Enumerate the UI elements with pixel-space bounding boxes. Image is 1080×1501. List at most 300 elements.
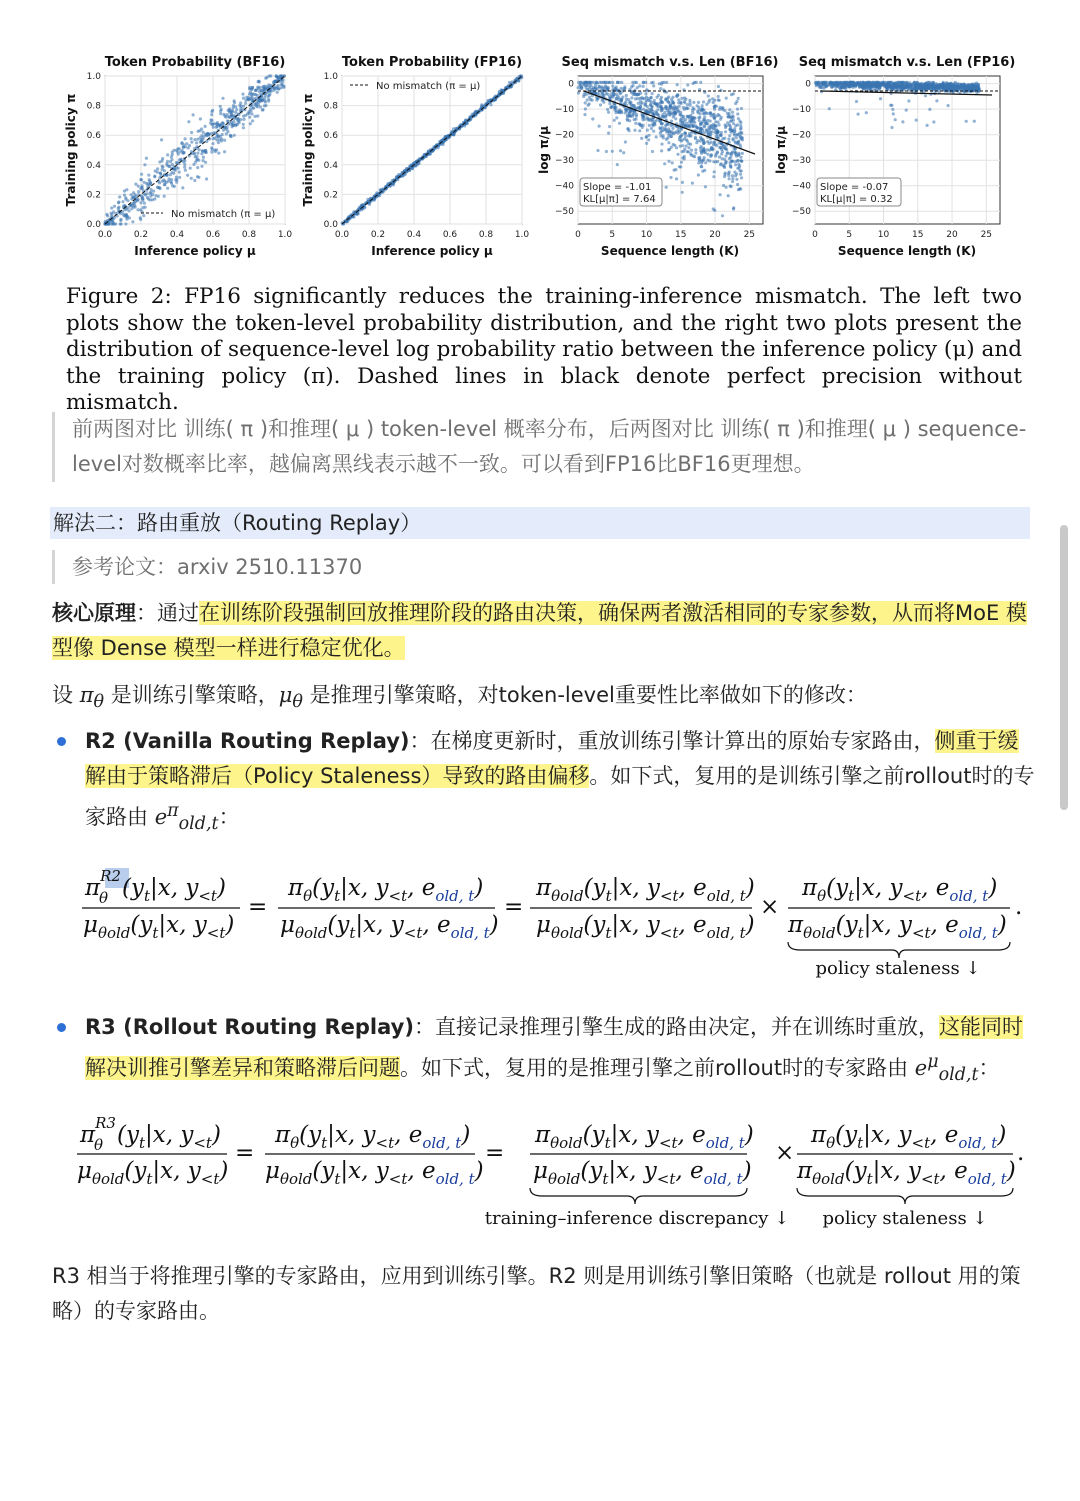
data-point bbox=[728, 177, 731, 180]
data-point bbox=[692, 82, 695, 85]
svg-text:πθ(yt|x, y<t, eold, t): $\pi_\theta(y_t|x$, $y_{<t}$, $e_{old, t}$) bbox=[275, 1122, 471, 1152]
data-point bbox=[676, 94, 679, 97]
data-point bbox=[584, 81, 587, 84]
data-point bbox=[136, 199, 139, 202]
data-point bbox=[691, 182, 694, 185]
data-point bbox=[219, 105, 222, 108]
data-point bbox=[681, 150, 684, 153]
svg-text:μθold(yt|x, y<t, eold, t): $\mu_{\theta old}(y_t|x$, $y_{<t}$, $e_{old, t}$) bbox=[533, 1158, 752, 1188]
data-point bbox=[178, 176, 181, 179]
data-point bbox=[701, 159, 704, 162]
legend-label: No mismatch (π = μ) bbox=[171, 209, 276, 220]
data-point bbox=[735, 178, 738, 181]
data-point bbox=[161, 168, 164, 171]
data-point bbox=[924, 85, 927, 88]
x-tick-label: 0.2 bbox=[133, 230, 149, 240]
data-point bbox=[651, 150, 654, 153]
data-point bbox=[729, 120, 732, 123]
data-point bbox=[721, 157, 724, 160]
r3-title: R3 (Rollout Routing Replay) bbox=[85, 1015, 414, 1039]
data-point bbox=[650, 108, 653, 111]
x-axis-label: Sequence length (K) bbox=[837, 244, 977, 258]
x-ticks bbox=[812, 230, 992, 240]
x-ticks bbox=[335, 230, 530, 240]
data-point bbox=[161, 165, 164, 168]
data-point bbox=[210, 151, 213, 154]
data-point bbox=[704, 185, 707, 188]
data-point bbox=[676, 83, 679, 86]
data-point bbox=[248, 116, 251, 119]
data-point bbox=[728, 134, 731, 137]
data-point bbox=[664, 127, 667, 130]
data-point bbox=[267, 98, 270, 101]
data-point bbox=[956, 86, 959, 89]
data-point bbox=[681, 144, 684, 147]
data-point bbox=[584, 101, 587, 104]
data-point bbox=[222, 129, 225, 132]
data-point bbox=[901, 120, 904, 123]
data-point bbox=[725, 161, 728, 164]
data-point bbox=[642, 85, 645, 88]
data-point bbox=[605, 150, 608, 153]
data-point bbox=[137, 190, 140, 193]
data-point bbox=[594, 83, 597, 86]
underbrace bbox=[797, 1188, 1013, 1204]
data-point bbox=[726, 151, 729, 154]
data-point bbox=[696, 110, 699, 113]
chart-panel-fp16-seq bbox=[774, 55, 1015, 258]
data-point bbox=[865, 111, 868, 114]
data-point bbox=[736, 183, 739, 186]
data-point bbox=[202, 131, 205, 134]
data-point bbox=[686, 115, 689, 118]
data-point bbox=[664, 107, 667, 110]
data-point bbox=[725, 97, 728, 100]
data-point bbox=[212, 126, 215, 129]
data-point bbox=[130, 207, 133, 210]
data-point bbox=[694, 151, 697, 154]
data-point bbox=[965, 120, 968, 123]
svg-text:πθold(yt|x, y<t, eold, t): $\pi_{\theta old}(y_t|x$, $y_{<t}$, $e_{old, t}$) bbox=[797, 1158, 1016, 1188]
r3-staleness-label: policy staleness ↓ bbox=[822, 1208, 988, 1229]
legend-label: No mismatch (π = μ) bbox=[376, 81, 481, 92]
data-point bbox=[517, 79, 520, 82]
data-point bbox=[177, 153, 180, 156]
x-tick-label: 0.6 bbox=[205, 230, 221, 240]
svg-text:πθ(yt|x, y<t, eold, t): $\pi_\theta(y_t|x$, $y_{<t}$, $e_{old, t}$) bbox=[802, 875, 998, 905]
stat-kl: KL[μ|π] = 0.32 bbox=[820, 194, 893, 205]
data-point bbox=[953, 83, 956, 86]
data-point bbox=[935, 99, 938, 102]
data-point bbox=[634, 122, 637, 125]
data-point bbox=[647, 117, 650, 120]
data-point bbox=[731, 174, 734, 177]
data-point bbox=[715, 144, 718, 147]
data-point bbox=[728, 171, 731, 174]
data-point bbox=[123, 194, 126, 197]
setup-text-3: 是推理引擎策略，对token-level重要性比率做如下的修改： bbox=[302, 683, 867, 707]
data-point bbox=[633, 118, 636, 121]
data-point bbox=[727, 194, 730, 197]
data-point bbox=[611, 85, 614, 88]
stat-slope: Slope = -1.01 bbox=[583, 182, 652, 193]
data-point bbox=[249, 122, 252, 125]
data-point bbox=[681, 191, 684, 194]
data-point bbox=[274, 80, 277, 83]
data-point bbox=[254, 93, 257, 96]
x-tick-label: 10 bbox=[640, 230, 653, 240]
x-tick-label: 0 bbox=[812, 230, 818, 240]
y-tick-label: 0.8 bbox=[86, 101, 101, 112]
data-point bbox=[611, 81, 614, 84]
data-point bbox=[670, 146, 673, 149]
data-point bbox=[894, 118, 897, 121]
data-point bbox=[938, 90, 941, 93]
data-point bbox=[156, 186, 159, 189]
data-point bbox=[142, 206, 145, 209]
data-point bbox=[206, 132, 209, 135]
data-point bbox=[611, 150, 614, 153]
data-point bbox=[624, 100, 627, 103]
data-point bbox=[719, 193, 722, 196]
data-point bbox=[890, 126, 893, 129]
data-point bbox=[671, 101, 674, 104]
data-point bbox=[255, 89, 258, 92]
data-point bbox=[741, 152, 744, 155]
data-point bbox=[163, 195, 166, 198]
x-tick-label: 1.0 bbox=[277, 230, 293, 240]
data-point bbox=[692, 101, 695, 104]
data-point bbox=[710, 130, 713, 133]
data-point bbox=[268, 74, 271, 77]
data-point bbox=[118, 195, 121, 198]
data-point bbox=[705, 103, 708, 106]
data-point bbox=[185, 142, 188, 145]
data-point bbox=[737, 97, 740, 100]
data-point bbox=[233, 99, 236, 102]
data-point bbox=[277, 84, 280, 87]
data-point bbox=[195, 155, 198, 158]
data-point bbox=[714, 155, 717, 158]
data-point bbox=[932, 86, 935, 89]
data-point bbox=[732, 92, 735, 95]
data-point bbox=[280, 83, 283, 86]
data-point bbox=[732, 137, 735, 140]
y-tick-label: 0.6 bbox=[86, 131, 101, 142]
data-point bbox=[731, 114, 734, 117]
data-point bbox=[252, 107, 255, 110]
data-point bbox=[217, 135, 220, 138]
data-point bbox=[639, 103, 642, 106]
data-point bbox=[184, 169, 187, 172]
data-point bbox=[890, 104, 893, 107]
data-point bbox=[843, 82, 846, 85]
data-point bbox=[681, 138, 684, 141]
data-point bbox=[217, 141, 220, 144]
data-point bbox=[136, 208, 139, 211]
x-tick-label: 0.0 bbox=[97, 230, 113, 240]
data-point bbox=[190, 137, 193, 140]
data-point bbox=[738, 120, 741, 123]
data-point bbox=[709, 111, 712, 114]
chart-title: Seq mismatch v.s. Len (FP16) bbox=[798, 55, 1016, 70]
data-point bbox=[967, 85, 970, 88]
data-point bbox=[624, 111, 627, 114]
data-point bbox=[940, 86, 943, 89]
data-point bbox=[725, 147, 728, 150]
svg-text:=: = bbox=[504, 894, 524, 920]
data-point bbox=[450, 130, 453, 133]
data-point bbox=[607, 111, 610, 114]
data-point bbox=[723, 166, 726, 169]
data-point bbox=[579, 83, 582, 86]
svg-text:πθold(yt|x, y<t, eold, t): $\pi_{\theta old}(y_t|x$, $y_{<t}$, $e_{old, t}$) bbox=[535, 1122, 754, 1152]
data-point bbox=[210, 113, 213, 116]
data-point bbox=[608, 125, 611, 128]
data-point bbox=[623, 87, 626, 90]
svg-text:×: × bbox=[775, 1140, 795, 1166]
data-point bbox=[915, 119, 918, 122]
x-tick-label: 0.8 bbox=[478, 230, 494, 240]
r3-discrepancy-label: training–inference discrepancy ↓ bbox=[484, 1208, 790, 1229]
y-tick-label: −20 bbox=[792, 130, 811, 141]
data-point bbox=[683, 131, 686, 134]
data-point bbox=[702, 142, 705, 145]
data-point bbox=[196, 152, 199, 155]
r2-bullet-item bbox=[85, 724, 1035, 842]
y-axis-label: log π/μ bbox=[774, 126, 788, 174]
data-point bbox=[692, 154, 695, 157]
x-tick-label: 20 bbox=[946, 230, 958, 240]
data-point bbox=[626, 115, 629, 118]
data-point bbox=[733, 134, 736, 137]
data-point bbox=[620, 81, 623, 84]
data-point bbox=[706, 140, 709, 143]
data-point bbox=[172, 172, 175, 175]
y-axis-label: Training policy π bbox=[64, 93, 78, 207]
svg-text:μθold(yt|x, y<t, eold, t): $\mu_{\theta old}(y_t|x$, $y_{<t}$, $e_{old, t}$) bbox=[265, 1158, 484, 1188]
data-point bbox=[673, 144, 676, 147]
data-point bbox=[910, 84, 913, 87]
data-point bbox=[728, 108, 731, 111]
data-point bbox=[605, 92, 608, 95]
data-point bbox=[628, 111, 631, 114]
data-point bbox=[644, 92, 647, 95]
data-point bbox=[731, 177, 734, 180]
data-point bbox=[264, 87, 267, 90]
data-point bbox=[423, 153, 426, 156]
x-tick-label: 1.0 bbox=[514, 230, 530, 240]
data-point bbox=[267, 83, 270, 86]
data-point bbox=[740, 107, 743, 110]
y-axis-label: Training policy π bbox=[301, 93, 315, 207]
data-point bbox=[935, 85, 938, 88]
data-point bbox=[733, 171, 736, 174]
data-point bbox=[183, 166, 186, 169]
data-point bbox=[264, 101, 267, 104]
data-point bbox=[584, 107, 587, 110]
data-point bbox=[126, 215, 129, 218]
data-point bbox=[153, 175, 156, 178]
data-point bbox=[828, 107, 831, 110]
data-point bbox=[190, 141, 193, 144]
data-point bbox=[221, 121, 224, 124]
data-point bbox=[169, 160, 172, 163]
data-point bbox=[682, 120, 685, 123]
data-point bbox=[148, 178, 151, 181]
data-point bbox=[160, 138, 163, 141]
data-point bbox=[830, 81, 833, 84]
data-point bbox=[195, 158, 198, 161]
data-point bbox=[737, 163, 740, 166]
y-ticks bbox=[324, 72, 339, 230]
data-point bbox=[959, 86, 962, 89]
data-point bbox=[655, 135, 658, 138]
scrollbar-thumb[interactable] bbox=[1060, 525, 1068, 810]
data-point bbox=[200, 165, 203, 168]
data-point bbox=[145, 157, 148, 160]
data-point bbox=[586, 98, 589, 101]
data-point bbox=[251, 86, 254, 89]
chart-panel-bf16-seq bbox=[537, 55, 778, 258]
data-point bbox=[728, 112, 731, 115]
svg-text:πR3θ(yt|x, y<t): $\pi^{R3}$ θ ($y_t|x$, $y_{<t}$) bbox=[80, 1114, 221, 1154]
y-ticks bbox=[87, 72, 102, 230]
y-tick-label: −20 bbox=[555, 130, 574, 141]
data-point bbox=[649, 104, 652, 107]
data-point bbox=[159, 172, 162, 175]
data-point bbox=[659, 127, 662, 130]
data-point bbox=[268, 93, 271, 96]
data-point bbox=[677, 110, 680, 113]
x-axis-label: Sequence length (K) bbox=[600, 244, 740, 258]
data-point bbox=[648, 124, 651, 127]
data-point bbox=[712, 123, 715, 126]
data-point bbox=[737, 166, 740, 169]
bullet-dot bbox=[57, 1023, 66, 1032]
data-point bbox=[210, 132, 213, 135]
data-point bbox=[147, 174, 150, 177]
data-point bbox=[695, 81, 698, 84]
data-point bbox=[582, 95, 585, 98]
r2-text-3: ： bbox=[218, 805, 240, 829]
data-point bbox=[140, 173, 143, 176]
data-point bbox=[636, 86, 639, 89]
data-point bbox=[195, 141, 198, 144]
data-point bbox=[678, 138, 681, 141]
data-point bbox=[228, 107, 231, 110]
data-point bbox=[690, 149, 693, 152]
data-point bbox=[693, 121, 696, 124]
data-point bbox=[838, 87, 841, 90]
svg-text:.: . bbox=[1017, 1140, 1025, 1166]
data-point bbox=[125, 208, 128, 211]
data-point bbox=[233, 134, 236, 137]
data-point bbox=[892, 112, 895, 115]
data-point bbox=[683, 155, 686, 158]
data-point bbox=[106, 214, 109, 217]
data-point bbox=[193, 152, 196, 155]
data-point bbox=[730, 185, 733, 188]
data-point bbox=[713, 170, 716, 173]
data-point bbox=[706, 159, 709, 162]
pi-theta-symbol: $\pi_\theta$ bbox=[79, 683, 105, 713]
data-point bbox=[917, 86, 920, 89]
data-point bbox=[249, 107, 252, 110]
data-point bbox=[614, 106, 617, 109]
data-point bbox=[176, 147, 179, 150]
data-point bbox=[734, 163, 737, 166]
data-point bbox=[717, 95, 720, 98]
chart-title: Token Probability (BF16) bbox=[104, 55, 286, 70]
data-point bbox=[707, 94, 710, 97]
data-point bbox=[710, 147, 713, 150]
data-point bbox=[192, 113, 195, 116]
data-point bbox=[149, 182, 152, 185]
data-point bbox=[650, 81, 653, 84]
data-point bbox=[614, 111, 617, 114]
data-point bbox=[192, 163, 195, 166]
data-point bbox=[205, 177, 208, 180]
data-point bbox=[178, 171, 181, 174]
data-point bbox=[598, 81, 601, 84]
data-point bbox=[737, 140, 740, 143]
data-point bbox=[641, 97, 644, 100]
data-point bbox=[874, 84, 877, 87]
data-point bbox=[187, 120, 190, 123]
data-point bbox=[630, 85, 633, 88]
data-point bbox=[131, 220, 134, 223]
data-point bbox=[698, 119, 701, 122]
setup-paragraph bbox=[52, 678, 1032, 720]
data-point bbox=[620, 87, 623, 90]
data-point bbox=[973, 120, 976, 123]
svg-text:μθold(yt|x, y<t): $\mu_{\theta old}(y_t|x$, $y_{<t}$) bbox=[83, 912, 235, 942]
data-point bbox=[689, 152, 692, 155]
data-point bbox=[652, 124, 655, 127]
data-point bbox=[705, 111, 708, 114]
data-point bbox=[718, 155, 721, 158]
data-point bbox=[588, 102, 591, 105]
data-point bbox=[680, 102, 683, 105]
data-point bbox=[928, 84, 931, 87]
data-point bbox=[731, 180, 734, 183]
data-point bbox=[668, 111, 671, 114]
data-point bbox=[142, 181, 145, 184]
data-point bbox=[704, 161, 707, 164]
data-point bbox=[673, 169, 676, 172]
data-point bbox=[643, 118, 646, 121]
svg-text:πθ(yt|x, y<t, eold, t): $\pi_\theta(y_t|x$, $y_{<t}$, $e_{old, t}$) bbox=[811, 1122, 1007, 1152]
data-point bbox=[256, 105, 259, 108]
data-point bbox=[691, 109, 694, 112]
setup-text-1: 设 bbox=[52, 683, 80, 707]
data-point bbox=[882, 83, 885, 86]
data-point bbox=[719, 146, 722, 149]
data-point bbox=[238, 121, 241, 124]
chart-title: Token Probability (FP16) bbox=[341, 55, 523, 70]
data-point bbox=[660, 134, 663, 137]
data-point bbox=[142, 214, 145, 217]
data-point bbox=[721, 214, 724, 217]
data-point bbox=[110, 206, 113, 209]
data-point bbox=[205, 140, 208, 143]
r3-equation bbox=[75, 1100, 1040, 1240]
data-point bbox=[626, 119, 629, 122]
data-point bbox=[739, 173, 742, 176]
data-point bbox=[170, 155, 173, 158]
data-point bbox=[738, 187, 741, 190]
